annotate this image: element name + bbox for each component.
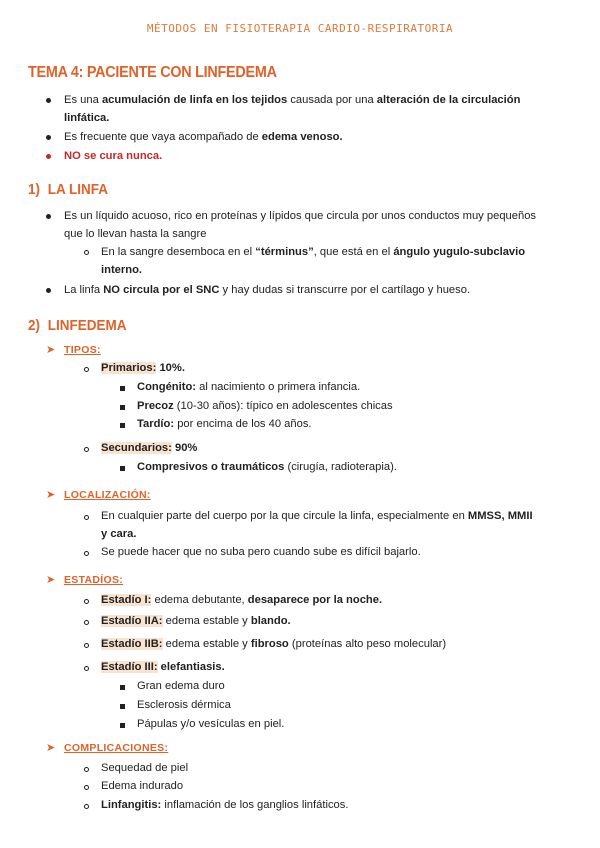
arrow-bullet: ➤ — [46, 574, 56, 586]
bullet-circle — [84, 367, 89, 372]
complicacion-3: Linfangitis: inflamación de los ganglios linfáticos. — [101, 799, 349, 811]
s1-line-1b: que lo llevan hasta la sangre — [64, 228, 207, 240]
bullet-disc — [46, 288, 51, 293]
bullet-square — [120, 466, 125, 471]
local-line-1b: y cara. — [101, 528, 137, 540]
bullet-square — [120, 386, 125, 391]
bullet-circle — [84, 551, 89, 556]
tipos-secundarios: Secundarios: 90% — [101, 442, 198, 454]
s1-line-3: La linfa NO circula por el SNC y hay dudas si transcurre por el cartílago y hueso. — [64, 284, 471, 296]
bullet-square — [120, 685, 125, 690]
bullet-disc — [46, 214, 51, 219]
bullet-square — [120, 704, 125, 709]
section-heading-1: 1) LA LINFA — [28, 181, 109, 198]
bullet-circle — [84, 643, 89, 648]
s1-line-2: En la sangre desemboca en el “términus”, que está en el ángulo yugulo-subclavio — [101, 246, 526, 258]
bullet-square — [120, 723, 125, 728]
local-line-2: Se puede hacer que no suba pero cuando sube es difícil bajarlo. — [101, 546, 421, 558]
intro-line-1: Es una acumulación de linfa en los tejidos causada por una alteración de la circulación — [64, 94, 521, 106]
intro-line-2: Es frecuente que vaya acompañado de edema venoso. — [64, 131, 343, 143]
bullet-circle — [84, 666, 89, 671]
estadio-3-item-1: Gran edema duro — [137, 680, 225, 692]
bullet-disc — [46, 98, 51, 103]
bullet-circle — [84, 785, 89, 790]
s1-line-2b: interno. — [101, 264, 143, 276]
tipos-compresivos: Compresivos o traumáticos (cirugía, radioterapia). — [137, 461, 397, 473]
tipos-congenito: Congénito: al nacimiento o primera infancia. — [137, 381, 361, 393]
tipos-precoz: Precoz (10-30 años): típico en adolescentes chicas — [137, 400, 393, 412]
arrow-bullet: ➤ — [46, 344, 56, 356]
page-header: MÉTODOS EN FISIOTERAPIA CARDIO-RESPIRATORIA — [146, 22, 454, 35]
intro-line-3: NO se cura nunca. — [64, 150, 163, 162]
subheading-tipos: TIPOS: — [64, 344, 101, 356]
section-heading-2: 2) LINFEDEMA — [28, 317, 127, 334]
subheading-estadios: ESTADÍOS: — [64, 574, 124, 586]
estadio-3-item-2: Esclerosis dérmica — [137, 699, 231, 711]
bullet-circle — [84, 804, 89, 809]
s1-line-1: Es un líquido acuoso, rico en proteínas y lípidos que circula por unos conductos muy pequeños — [64, 210, 537, 222]
estadio-2a: Estadío IIA: edema estable y blando. — [101, 615, 291, 627]
bullet-square — [120, 423, 125, 428]
bullet-circle — [84, 250, 89, 255]
bullet-circle — [84, 515, 89, 520]
tipos-tardio: Tardío: por encima de los 40 años. — [137, 418, 312, 430]
estadio-3: Estadío III: elefantiasis. — [101, 661, 225, 673]
bullet-disc — [46, 135, 51, 140]
bullet-circle — [84, 620, 89, 625]
subheading-complicaciones: COMPLICACIONES: — [64, 742, 169, 754]
complicacion-2: Edema indurado — [101, 780, 184, 792]
complicacion-1: Sequedad de piel — [101, 762, 189, 774]
tipos-primarios: Primarios: 10%. — [101, 362, 185, 374]
bullet-circle — [84, 599, 89, 604]
estadio-2b: Estadío IIB: edema estable y fibroso (proteínas alto peso molecular) — [101, 638, 447, 650]
estadio-3-item-3: Pápulas y/o vesículas en piel. — [137, 718, 285, 730]
arrow-bullet: ➤ — [46, 742, 56, 754]
bullet-square — [120, 405, 125, 410]
intro-line-1b: linfática. — [64, 112, 110, 124]
subheading-localizacion: LOCALIZACIÓN: — [64, 489, 151, 501]
local-line-1: En cualquier parte del cuerpo por la que circule la linfa, especialmente en MMSS, MMII — [101, 510, 533, 522]
arrow-bullet: ➤ — [46, 489, 56, 501]
bullet-circle — [84, 447, 89, 452]
estadio-1: Estadío I: edema debutante, desaparece por la noche. — [101, 594, 383, 606]
page-title: TEMA 4: PACIENTE CON LINFEDEMA — [28, 64, 277, 81]
bullet-disc-red — [46, 154, 51, 159]
bullet-circle — [84, 767, 89, 772]
